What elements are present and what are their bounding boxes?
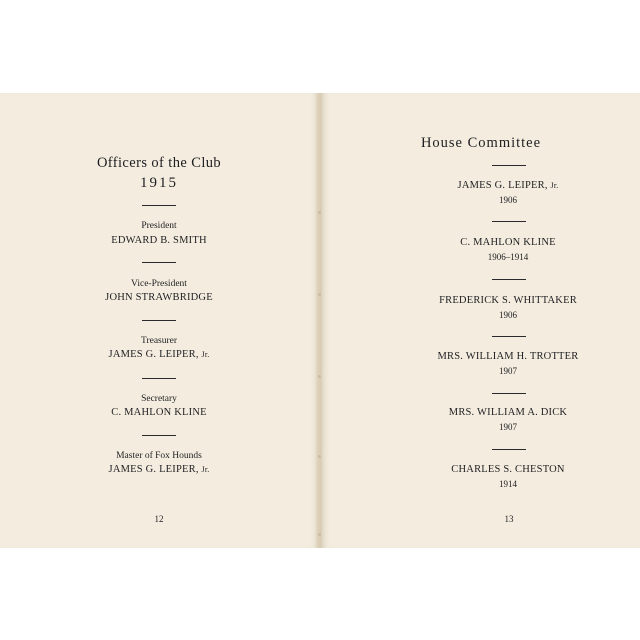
binding-stitch [318,211,321,214]
officer-role-vice-president: Vice-President [131,279,187,289]
name-suffix: Jr. [550,181,559,190]
officer-name-president: EDWARD B. SMITH [111,235,207,246]
officer-name-treasurer: JAMES G. LEIPER, Jr. [108,349,210,360]
committee-member-year: 1907 [499,366,517,376]
committee-member-year: 1906 [499,195,517,205]
page-number-left: 12 [154,514,164,524]
committee-member-name: FREDERICK S. WHITTAKER [439,295,577,306]
divider-rule [492,279,526,280]
divider-rule [142,435,176,436]
divider-rule [492,221,526,222]
committee-member-name: JAMES G. LEIPER, Jr. [457,180,559,191]
officer-role-master-of-fox-hounds: Master of Fox Hounds [116,451,202,461]
right-page [322,93,640,548]
committee-member-name: C. MAHLON KLINE [460,237,556,248]
officer-role-president: President [141,221,177,231]
binding-stitch [318,455,321,458]
book-spread [0,93,640,548]
committee-member-year: 1907 [499,422,517,432]
committee-member-year: 1914 [499,479,517,489]
divider-rule [142,205,176,206]
binding-stitch [318,293,321,296]
committee-member-year: 1906–1914 [487,252,529,262]
binding-stitch [318,533,321,536]
committee-member-name: MRS. WILLIAM A. DICK [448,407,568,418]
divider-rule [142,378,176,379]
divider-rule [492,449,526,450]
divider-rule [492,165,526,166]
divider-rule [142,320,176,321]
name-suffix: Jr. [201,350,210,359]
page-number-right: 13 [504,514,514,524]
divider-rule [492,336,526,337]
officer-role-treasurer: Treasurer [140,336,178,346]
committee-member-name: CHARLES S. CHESTON [451,464,565,475]
left-page [0,93,318,548]
committee-member-name: MRS. WILLIAM H. TROTTER [437,351,579,362]
binding-stitch [318,375,321,378]
officer-name-vice-president: JOHN STRAWBRIDGE [105,292,213,303]
house-committee-heading: House Committee [420,135,542,151]
divider-rule [492,393,526,394]
committee-member-year: 1906 [499,310,517,320]
name-suffix: Jr. [201,465,210,474]
divider-rule [142,262,176,263]
officer-role-secretary: Secretary [141,394,177,404]
officer-name-master-of-fox-hounds: JAMES G. LEIPER, Jr. [108,464,210,475]
officers-year: 1915 [140,175,178,191]
officers-heading: Officers of the Club [96,155,222,171]
officer-name-secretary: C. MAHLON KLINE [111,407,207,418]
